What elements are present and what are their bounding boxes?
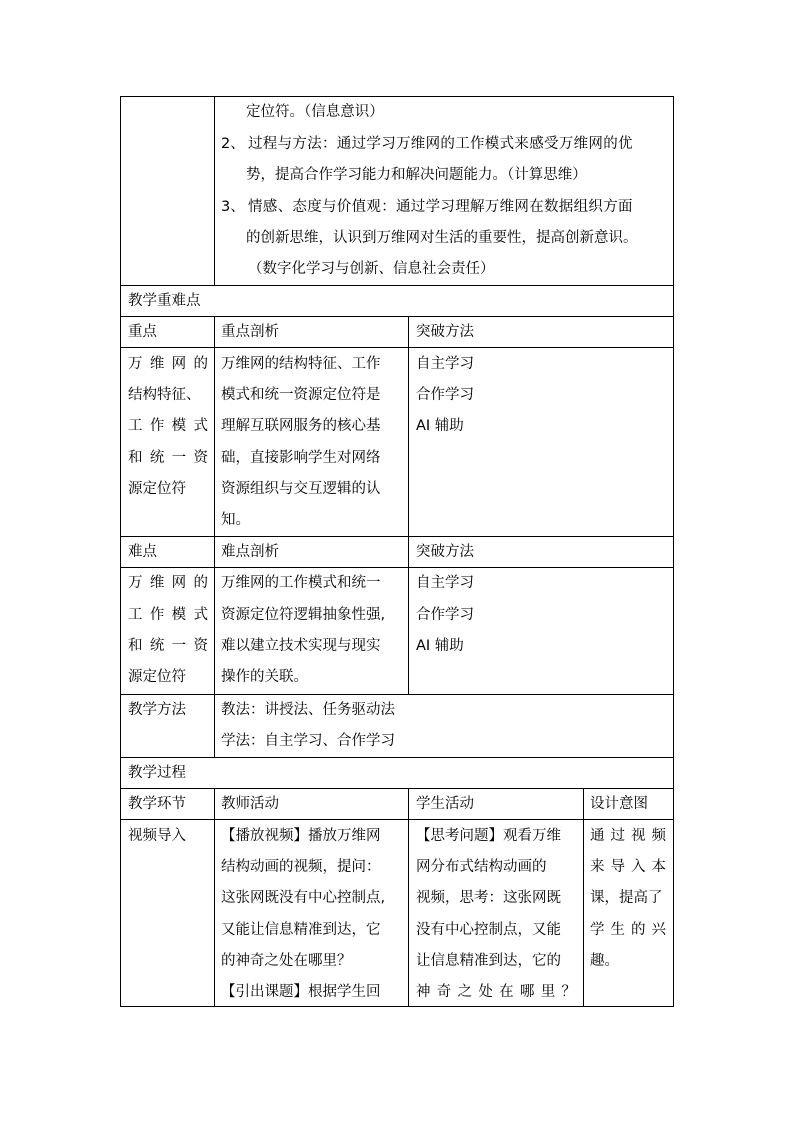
difficult-analysis-line: 操作的关联。	[221, 669, 308, 685]
teacher-activity-line: 这张网既没有中心控制点,	[221, 890, 386, 906]
table-header-cell: 难点剖析	[221, 544, 279, 560]
difficult-point-line: 工 作 模 式	[128, 607, 208, 623]
objective-line: 势，提高合作学习能力和解决问题能力。（计算思维）	[246, 167, 587, 183]
table-header-cell: 教师活动	[221, 796, 279, 812]
col-divider	[214, 96, 215, 286]
row-divider	[120, 757, 674, 758]
table-header-cell: 教学环节	[128, 796, 186, 812]
table-header-cell: 难点	[128, 544, 157, 560]
teaching-method-line: 教法：讲授法、任务驱动法	[221, 702, 395, 718]
row-divider	[120, 316, 674, 317]
col-divider	[214, 788, 215, 1007]
col-divider	[408, 316, 409, 536]
difficult-method: 自主学习	[416, 575, 474, 591]
process-stage: 视频导入	[128, 828, 186, 844]
table-header-cell: 学生活动	[416, 796, 474, 812]
student-activity-line: 【思考问题】观看万维	[416, 828, 561, 844]
table-header-cell: 重点剖析	[221, 324, 279, 340]
design-intent-line: 来 导 入 本	[590, 859, 666, 875]
key-analysis-line: 础，直接影响学生对网络	[221, 450, 381, 466]
objective-number: 2、	[221, 136, 245, 152]
table-header-cell: 设计意图	[590, 796, 648, 812]
difficult-point-line: 和 统 一 资	[128, 638, 208, 654]
table-border-left	[120, 96, 121, 1007]
table-border-bottom	[120, 1006, 674, 1007]
difficult-analysis-line: 万维网的工作模式和统一	[221, 575, 381, 591]
key-point-line: 和 统 一 资	[128, 450, 208, 466]
learning-method-line: 学法：自主学习、合作学习	[221, 733, 395, 749]
student-activity-line: 视频，思考：这张网既	[416, 890, 561, 906]
key-point-line: 源定位符	[128, 481, 186, 497]
objective-number: 3、	[221, 199, 245, 215]
teacher-activity-line: 【播放视频】播放万维网	[221, 828, 381, 844]
difficult-analysis-line: 难以建立技术实现与现实	[221, 638, 381, 654]
key-analysis-line: 理解互联网服务的核心基	[221, 418, 381, 434]
teacher-activity-line: 又能让信息精准到达，它	[221, 922, 381, 938]
section-title: 教学重难点	[128, 293, 201, 309]
key-point-line: 工 作 模 式	[128, 418, 208, 434]
table-border-top	[120, 96, 674, 97]
difficult-method: AI 辅助	[416, 638, 464, 654]
key-point-line: 万 维 网 的	[128, 356, 208, 372]
objective-line: 定位符。（信息意识）	[246, 104, 384, 120]
table-header-cell: 突破方法	[416, 544, 474, 560]
section-title: 教学过程	[128, 765, 186, 781]
key-method: AI 辅助	[416, 418, 464, 434]
key-method: 合作学习	[416, 387, 474, 403]
design-intent-line: 学 生 的 兴	[590, 922, 666, 938]
design-intent-line: 通 过 视 频	[590, 828, 666, 844]
student-activity-line: 神 奇 之 处 在 哪 里 ？	[416, 984, 576, 1000]
table-header-cell: 突破方法	[416, 324, 474, 340]
row-divider	[120, 694, 674, 695]
key-point-line: 结构特征、	[128, 387, 201, 403]
difficult-point-line: 万 维 网 的	[128, 575, 208, 591]
table-border-right	[673, 96, 674, 1007]
teacher-activity-line: 结构动画的视频，提问：	[221, 859, 381, 875]
row-divider	[120, 285, 674, 286]
col-divider	[214, 536, 215, 695]
teaching-methods-label: 教学方法	[128, 702, 186, 718]
teacher-activity-line: 【引出课题】根据学生回	[221, 984, 381, 1000]
key-analysis-line: 模式和统一资源定位符是	[221, 387, 381, 403]
student-activity-line: 网分布式结构动画的	[416, 859, 547, 875]
col-divider	[583, 788, 584, 1007]
difficult-analysis-line: 资源定位符逻辑抽象性强,	[221, 607, 386, 623]
student-activity-line: 没有中心控制点，又能	[416, 922, 561, 938]
key-method: 自主学习	[416, 356, 474, 372]
design-intent-line: 课，提高了	[590, 890, 663, 906]
key-analysis-line: 万维网的结构特征、工作	[221, 356, 381, 372]
key-analysis-line: 资源组织与交互逻辑的认	[221, 481, 381, 497]
objective-line: 的创新思维，认识到万维网对生活的重要性，提高创新意识。	[246, 230, 638, 246]
objective-line: 过程与方法：通过学习万维网的工作模式来感受万维网的优	[248, 136, 633, 152]
col-divider	[408, 536, 409, 695]
student-activity-line: 让信息精准到达，它的	[416, 953, 561, 969]
col-divider	[214, 316, 215, 536]
teacher-activity-line: 的神奇之处在哪里？	[221, 953, 352, 969]
key-analysis-line: 知。	[221, 512, 250, 528]
design-intent-line: 趣。	[590, 953, 619, 969]
objective-line: （数字化学习与创新、信息社会责任）	[248, 261, 495, 277]
difficult-point-line: 源定位符	[128, 669, 186, 685]
row-divider	[120, 536, 674, 537]
table-header-cell: 重点	[128, 324, 157, 340]
difficult-method: 合作学习	[416, 607, 474, 623]
col-divider	[214, 694, 215, 758]
objective-line: 情感、态度与价值观：通过学习理解万维网在数据组织方面	[248, 199, 633, 215]
col-divider	[408, 788, 409, 1007]
